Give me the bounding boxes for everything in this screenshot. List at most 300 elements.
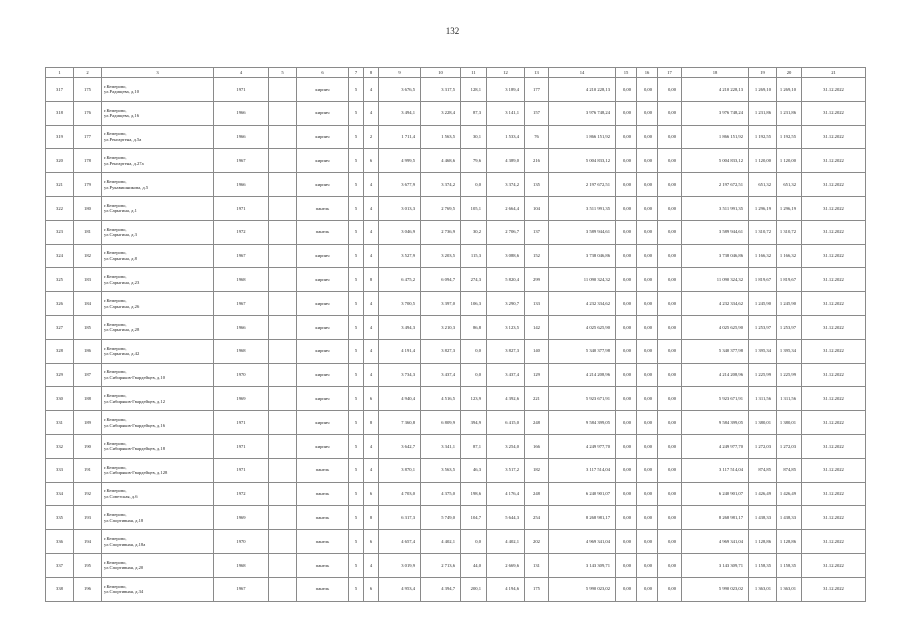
cell-cost-total: 5 340 377,98 bbox=[549, 339, 616, 363]
cell-address: г.Кемерово, ул.Сарыгина, д.28 bbox=[102, 315, 214, 339]
cell-house-number: 180 bbox=[74, 196, 102, 220]
cell-total-area: 4 999,5 bbox=[379, 149, 421, 173]
cell-residential-area: 1 563,5 bbox=[421, 125, 461, 149]
cell-unit-cost-max: 1 192,55 bbox=[777, 125, 802, 149]
cell-year-built: 1966 bbox=[214, 125, 269, 149]
cell-cost-other: 0,00 bbox=[658, 268, 682, 292]
cell-unit-cost-max: 1 426,49 bbox=[777, 482, 802, 506]
cell-floors: 5 bbox=[349, 387, 364, 411]
table-row bbox=[46, 78, 866, 102]
cell-cost-budget: 0,00 bbox=[637, 125, 658, 149]
cell-deadline: 31.12.2022 bbox=[802, 196, 866, 220]
cell-year-renovated bbox=[269, 292, 297, 316]
cell-deadline: 31.12.2022 bbox=[802, 78, 866, 102]
cell-total-area: 6 475,2 bbox=[379, 268, 421, 292]
cell-year-built: 1971 bbox=[214, 434, 269, 458]
cell-cost-budget: 0,00 bbox=[637, 577, 658, 601]
cell-unit-cost-max: 1 253,97 bbox=[777, 315, 802, 339]
cell-cost-budget: 0,00 bbox=[637, 339, 658, 363]
cell-address: г.Кемерово, ул.Сарыгина, д.8 bbox=[102, 244, 214, 268]
cell-year-built: 1969 bbox=[214, 506, 269, 530]
cell-floors: 5 bbox=[349, 553, 364, 577]
cell-cost-total: 6 240 901,07 bbox=[549, 482, 616, 506]
cell-entrances: 4 bbox=[364, 196, 379, 220]
cell-cost-owners: 5 990 023,02 bbox=[682, 577, 749, 601]
cell-cost-budget: 0,00 bbox=[637, 363, 658, 387]
cell-cost-fund: 0,00 bbox=[616, 244, 637, 268]
cell-cost-other: 0,00 bbox=[658, 553, 682, 577]
cell-cost-other: 0,00 bbox=[658, 244, 682, 268]
cell-area-municipal: 4 389,0 bbox=[487, 149, 525, 173]
cell-residential-area: 2 769,5 bbox=[421, 196, 461, 220]
cell-row-number: 318 bbox=[46, 101, 74, 125]
cell-row-number: 334 bbox=[46, 482, 74, 506]
cell-unit-cost-max: 1 158,35 bbox=[777, 553, 802, 577]
cell-row-number: 320 bbox=[46, 149, 74, 173]
cell-area-private: 104,7 bbox=[461, 506, 487, 530]
cell-unit-cost-max: 1 363,01 bbox=[777, 577, 802, 601]
cell-entrances: 8 bbox=[364, 411, 379, 435]
cell-unit-cost-max: 1 296,19 bbox=[777, 196, 802, 220]
cell-year-built: 1970 bbox=[214, 530, 269, 554]
cell-wall-material: панель bbox=[297, 482, 349, 506]
cell-area-municipal: 4 402,1 bbox=[487, 530, 525, 554]
cell-deadline: 31.12.2022 bbox=[802, 411, 866, 435]
cell-unit-cost-max: 1 380,01 bbox=[777, 411, 802, 435]
cell-house-number: 195 bbox=[74, 553, 102, 577]
table-row bbox=[46, 339, 866, 363]
cell-cost-budget: 0,00 bbox=[637, 196, 658, 220]
cell-area-municipal: 4 392,6 bbox=[487, 387, 525, 411]
table-row bbox=[46, 268, 866, 292]
cell-area-private: 0,0 bbox=[461, 530, 487, 554]
cell-address: г.Кемерово, ул.Радищева, д.10 bbox=[102, 78, 214, 102]
cell-cost-owners: 3 738 046,86 bbox=[682, 244, 749, 268]
table-row bbox=[46, 458, 866, 482]
cell-cost-owners: 3 511 991,35 bbox=[682, 196, 749, 220]
cell-row-number: 328 bbox=[46, 339, 74, 363]
cell-total-area: 4 940,4 bbox=[379, 387, 421, 411]
cell-area-municipal: 1 533,4 bbox=[487, 125, 525, 149]
cell-total-area: 1 711,4 bbox=[379, 125, 421, 149]
cell-entrances: 6 bbox=[364, 387, 379, 411]
cell-wall-material: кирпич bbox=[297, 387, 349, 411]
cell-floors: 5 bbox=[349, 577, 364, 601]
column-header: 4 bbox=[214, 68, 269, 78]
table-row bbox=[46, 149, 866, 173]
cell-residential-area: 3 203,5 bbox=[421, 244, 461, 268]
cell-residential-area: 2 736,9 bbox=[421, 220, 461, 244]
cell-address: г.Кемерово, ул.Спортивная, д.20 bbox=[102, 553, 214, 577]
cell-area-municipal: 3 254,0 bbox=[487, 434, 525, 458]
column-header: 14 bbox=[549, 68, 616, 78]
cell-address: г.Кемерово, ул.Советская, д.6 bbox=[102, 482, 214, 506]
cell-cost-total: 3 143 309,71 bbox=[549, 553, 616, 577]
cell-total-area: 3 046,9 bbox=[379, 220, 421, 244]
cell-year-renovated bbox=[269, 78, 297, 102]
cell-cost-total: 8 268 981,17 bbox=[549, 506, 616, 530]
cell-cost-budget: 0,00 bbox=[637, 173, 658, 197]
cell-deadline: 31.12.2022 bbox=[802, 553, 866, 577]
cell-cost-total: 3 976 748,24 bbox=[549, 101, 616, 125]
cell-year-renovated bbox=[269, 458, 297, 482]
cell-cost-other: 0,00 bbox=[658, 315, 682, 339]
cell-cost-budget: 0,00 bbox=[637, 411, 658, 435]
cell-year-built: 1971 bbox=[214, 78, 269, 102]
cell-residents: 157 bbox=[525, 101, 549, 125]
column-header: 12 bbox=[487, 68, 525, 78]
cell-floors: 5 bbox=[349, 78, 364, 102]
cell-unit-cost-actual: 1 426,49 bbox=[749, 482, 777, 506]
cell-year-built: 1967 bbox=[214, 292, 269, 316]
cell-year-renovated bbox=[269, 173, 297, 197]
cell-area-private: 0,0 bbox=[461, 339, 487, 363]
cell-unit-cost-actual: 1 192,55 bbox=[749, 125, 777, 149]
cell-house-number: 183 bbox=[74, 268, 102, 292]
cell-residential-area: 3 317,5 bbox=[421, 78, 461, 102]
cell-cost-owners: 11 090 324,32 bbox=[682, 268, 749, 292]
cell-cost-budget: 0,00 bbox=[637, 506, 658, 530]
table-row bbox=[46, 363, 866, 387]
cell-unit-cost-actual: 1 120,00 bbox=[749, 149, 777, 173]
cell-row-number: 324 bbox=[46, 244, 74, 268]
cell-year-built: 1968 bbox=[214, 339, 269, 363]
cell-entrances: 4 bbox=[364, 78, 379, 102]
column-header: 10 bbox=[421, 68, 461, 78]
cell-residents: 299 bbox=[525, 268, 549, 292]
cell-row-number: 332 bbox=[46, 434, 74, 458]
table-row bbox=[46, 315, 866, 339]
cell-wall-material: кирпич bbox=[297, 173, 349, 197]
cell-cost-other: 0,00 bbox=[658, 434, 682, 458]
cell-entrances: 6 bbox=[364, 530, 379, 554]
cell-area-private: 0,0 bbox=[461, 363, 487, 387]
cell-address: г.Кемерово, ул.Сарыгина, д.23 bbox=[102, 268, 214, 292]
cell-cost-other: 0,00 bbox=[658, 411, 682, 435]
cell-cost-other: 0,00 bbox=[658, 530, 682, 554]
cell-area-private: 198,6 bbox=[461, 482, 487, 506]
cell-cost-total: 3 511 991,35 bbox=[549, 196, 616, 220]
cell-floors: 5 bbox=[349, 244, 364, 268]
cell-row-number: 330 bbox=[46, 387, 74, 411]
cell-floors: 5 bbox=[349, 530, 364, 554]
cell-area-private: 274,3 bbox=[461, 268, 487, 292]
cell-unit-cost-actual: 1 272,03 bbox=[749, 434, 777, 458]
cell-deadline: 31.12.2022 bbox=[802, 577, 866, 601]
cell-house-number: 181 bbox=[74, 220, 102, 244]
cell-entrances: 6 bbox=[364, 577, 379, 601]
cell-deadline: 31.12.2022 bbox=[802, 434, 866, 458]
cell-entrances: 4 bbox=[364, 458, 379, 482]
cell-row-number: 321 bbox=[46, 173, 74, 197]
cell-unit-cost-actual: 1 380,01 bbox=[749, 411, 777, 435]
cell-cost-fund: 0,00 bbox=[616, 196, 637, 220]
cell-year-built: 1971 bbox=[214, 196, 269, 220]
cell-unit-cost-actual: 1 128,86 bbox=[749, 530, 777, 554]
cell-entrances: 8 bbox=[364, 506, 379, 530]
cell-cost-total: 4 249 977,70 bbox=[549, 434, 616, 458]
cell-residential-area: 4 375,0 bbox=[421, 482, 461, 506]
cell-unit-cost-actual: 1 310,72 bbox=[749, 220, 777, 244]
cell-residents: 166 bbox=[525, 434, 549, 458]
cell-cost-other: 0,00 bbox=[658, 149, 682, 173]
cell-floors: 5 bbox=[349, 482, 364, 506]
cell-residential-area: 3 437,4 bbox=[421, 363, 461, 387]
cell-total-area: 3 870,1 bbox=[379, 458, 421, 482]
cell-address: г.Кемерово, ул.Сарыгина, д.3 bbox=[102, 220, 214, 244]
cell-floors: 5 bbox=[349, 173, 364, 197]
cell-residential-area: 2 713,6 bbox=[421, 553, 461, 577]
cell-house-number: 196 bbox=[74, 577, 102, 601]
cell-total-area: 3 700,5 bbox=[379, 292, 421, 316]
cell-residents: 104 bbox=[525, 196, 549, 220]
cell-unit-cost-max: 1 231,86 bbox=[777, 101, 802, 125]
cell-floors: 5 bbox=[349, 315, 364, 339]
cell-area-private: 200,1 bbox=[461, 577, 487, 601]
cell-area-private: 115,3 bbox=[461, 244, 487, 268]
cell-cost-fund: 0,00 bbox=[616, 411, 637, 435]
cell-area-municipal: 3 123,5 bbox=[487, 315, 525, 339]
cell-wall-material: панель bbox=[297, 553, 349, 577]
cell-area-private: 30,2 bbox=[461, 220, 487, 244]
cell-address: г.Кемерово, ул.Сарыгина, д.1 bbox=[102, 196, 214, 220]
cell-cost-budget: 0,00 bbox=[637, 553, 658, 577]
cell-row-number: 335 bbox=[46, 506, 74, 530]
cell-wall-material: кирпич bbox=[297, 268, 349, 292]
cell-unit-cost-max: 1 269,10 bbox=[777, 78, 802, 102]
cell-residential-area: 4 516,5 bbox=[421, 387, 461, 411]
table-row bbox=[46, 244, 866, 268]
cell-house-number: 179 bbox=[74, 173, 102, 197]
cell-unit-cost-actual: 1 158,35 bbox=[749, 553, 777, 577]
cell-residents: 152 bbox=[525, 244, 549, 268]
cell-wall-material: панель bbox=[297, 530, 349, 554]
cell-unit-cost-max: 1 395,34 bbox=[777, 339, 802, 363]
cell-total-area: 3 494,3 bbox=[379, 315, 421, 339]
cell-area-municipal: 3 517,2 bbox=[487, 458, 525, 482]
cell-house-number: 186 bbox=[74, 339, 102, 363]
cell-year-built: 1966 bbox=[214, 315, 269, 339]
cell-cost-other: 0,00 bbox=[658, 506, 682, 530]
cell-deadline: 31.12.2022 bbox=[802, 506, 866, 530]
cell-cost-owners: 3 976 748,24 bbox=[682, 101, 749, 125]
cell-cost-fund: 0,00 bbox=[616, 173, 637, 197]
cell-address: г.Кемерово, ул.Спортивная, д.18а bbox=[102, 530, 214, 554]
cell-address: г.Кемерово, ул.Ренгартена, д.5а bbox=[102, 125, 214, 149]
cell-address: г.Кемерово, ул.Сарыгина, д.26 bbox=[102, 292, 214, 316]
cell-total-area: 3 527,9 bbox=[379, 244, 421, 268]
cell-unit-cost-actual: 1 253,97 bbox=[749, 315, 777, 339]
cell-area-municipal: 6 415,0 bbox=[487, 411, 525, 435]
cell-area-municipal: 3 827,3 bbox=[487, 339, 525, 363]
cell-entrances: 4 bbox=[364, 244, 379, 268]
cell-cost-total: 4 210 228,13 bbox=[549, 78, 616, 102]
cell-area-private: 87,1 bbox=[461, 434, 487, 458]
cell-residential-area: 3 228,4 bbox=[421, 101, 461, 125]
cell-unit-cost-actual: 1 395,34 bbox=[749, 339, 777, 363]
cell-cost-owners: 3 143 309,71 bbox=[682, 553, 749, 577]
cell-cost-budget: 0,00 bbox=[637, 482, 658, 506]
cell-row-number: 319 bbox=[46, 125, 74, 149]
cell-unit-cost-actual: 1 245,90 bbox=[749, 292, 777, 316]
cell-unit-cost-max: 1 128,86 bbox=[777, 530, 802, 554]
cell-deadline: 31.12.2022 bbox=[802, 268, 866, 292]
cell-cost-other: 0,00 bbox=[658, 482, 682, 506]
cell-cost-other: 0,00 bbox=[658, 458, 682, 482]
cell-cost-other: 0,00 bbox=[658, 577, 682, 601]
cell-cost-fund: 0,00 bbox=[616, 363, 637, 387]
cell-deadline: 31.12.2022 bbox=[802, 125, 866, 149]
cell-residential-area: 3 397,0 bbox=[421, 292, 461, 316]
cell-total-area: 3 676,5 bbox=[379, 78, 421, 102]
cell-cost-owners: 4 249 977,70 bbox=[682, 434, 749, 458]
cell-area-private: 46,3 bbox=[461, 458, 487, 482]
cell-wall-material: панель bbox=[297, 458, 349, 482]
table-row bbox=[46, 411, 866, 435]
cell-address: г.Кемерово, ул.Сибиряков-Гвардейцев, д.18 bbox=[102, 434, 214, 458]
column-header: 8 bbox=[364, 68, 379, 78]
cell-residents: 140 bbox=[525, 339, 549, 363]
cell-total-area: 7 360,8 bbox=[379, 411, 421, 435]
cell-residential-area: 4 468,6 bbox=[421, 149, 461, 173]
cell-entrances: 4 bbox=[364, 220, 379, 244]
cell-area-municipal: 3 290,7 bbox=[487, 292, 525, 316]
cell-residential-area: 3 374,2 bbox=[421, 173, 461, 197]
cell-deadline: 31.12.2022 bbox=[802, 173, 866, 197]
cell-year-renovated bbox=[269, 577, 297, 601]
cell-area-private: 79,6 bbox=[461, 149, 487, 173]
cell-wall-material: панель bbox=[297, 506, 349, 530]
cell-area-municipal: 3 141,1 bbox=[487, 101, 525, 125]
cell-house-number: 191 bbox=[74, 458, 102, 482]
cell-unit-cost-max: 874,85 bbox=[777, 458, 802, 482]
register-table bbox=[45, 67, 866, 602]
cell-residents: 135 bbox=[525, 173, 549, 197]
cell-unit-cost-actual: 651,32 bbox=[749, 173, 777, 197]
cell-year-built: 1966 bbox=[214, 101, 269, 125]
cell-row-number: 329 bbox=[46, 363, 74, 387]
cell-house-number: 188 bbox=[74, 387, 102, 411]
cell-deadline: 31.12.2022 bbox=[802, 315, 866, 339]
cell-area-private: 394,9 bbox=[461, 411, 487, 435]
cell-cost-fund: 0,00 bbox=[616, 220, 637, 244]
cell-unit-cost-max: 651,32 bbox=[777, 173, 802, 197]
table-row bbox=[46, 292, 866, 316]
cell-house-number: 189 bbox=[74, 411, 102, 435]
cell-floors: 5 bbox=[349, 149, 364, 173]
cell-cost-other: 0,00 bbox=[658, 363, 682, 387]
cell-cost-budget: 0,00 bbox=[637, 149, 658, 173]
cell-cost-total: 9 584 399,05 bbox=[549, 411, 616, 435]
cell-cost-other: 0,00 bbox=[658, 78, 682, 102]
cell-total-area: 3 013,3 bbox=[379, 196, 421, 220]
cell-cost-budget: 0,00 bbox=[637, 220, 658, 244]
cell-year-built: 1967 bbox=[214, 149, 269, 173]
cell-row-number: 317 bbox=[46, 78, 74, 102]
cell-year-renovated bbox=[269, 268, 297, 292]
cell-total-area: 3 677,9 bbox=[379, 173, 421, 197]
cell-row-number: 336 bbox=[46, 530, 74, 554]
cell-floors: 5 bbox=[349, 125, 364, 149]
cell-entrances: 4 bbox=[364, 101, 379, 125]
cell-total-area: 3 642,7 bbox=[379, 434, 421, 458]
table-body bbox=[46, 68, 866, 602]
cell-wall-material: кирпич bbox=[297, 315, 349, 339]
cell-cost-budget: 0,00 bbox=[637, 101, 658, 125]
cell-unit-cost-max: 1 166,32 bbox=[777, 244, 802, 268]
cell-cost-other: 0,00 bbox=[658, 125, 682, 149]
cell-area-municipal: 2 706,7 bbox=[487, 220, 525, 244]
cell-year-renovated bbox=[269, 363, 297, 387]
column-header: 7 bbox=[349, 68, 364, 78]
cell-unit-cost-actual: 1 438,33 bbox=[749, 506, 777, 530]
cell-cost-total: 4 025 625,90 bbox=[549, 315, 616, 339]
column-header: 11 bbox=[461, 68, 487, 78]
cell-entrances: 4 bbox=[364, 363, 379, 387]
cell-address: г.Кемерово, ул.Спортивная, д.34 bbox=[102, 577, 214, 601]
cell-cost-other: 0,00 bbox=[658, 220, 682, 244]
cell-residential-area: 3 210,3 bbox=[421, 315, 461, 339]
cell-cost-total: 2 197 672,51 bbox=[549, 173, 616, 197]
cell-floors: 5 bbox=[349, 506, 364, 530]
cell-unit-cost-actual: 1 231,86 bbox=[749, 101, 777, 125]
cell-unit-cost-actual: 1 311,56 bbox=[749, 387, 777, 411]
cell-cost-budget: 0,00 bbox=[637, 268, 658, 292]
cell-row-number: 327 bbox=[46, 315, 74, 339]
cell-cost-owners: 4 025 625,90 bbox=[682, 315, 749, 339]
cell-cost-total: 3 117 514,04 bbox=[549, 458, 616, 482]
cell-unit-cost-actual: 1 225,99 bbox=[749, 363, 777, 387]
table-row bbox=[46, 506, 866, 530]
cell-cost-owners: 4 232 334,62 bbox=[682, 292, 749, 316]
cell-year-renovated bbox=[269, 530, 297, 554]
cell-cost-fund: 0,00 bbox=[616, 292, 637, 316]
table-row bbox=[46, 530, 866, 554]
table-row bbox=[46, 553, 866, 577]
cell-cost-fund: 0,00 bbox=[616, 458, 637, 482]
cell-area-municipal: 5 820,4 bbox=[487, 268, 525, 292]
cell-unit-cost-actual: 1 819,67 bbox=[749, 268, 777, 292]
cell-year-built: 1966 bbox=[214, 173, 269, 197]
cell-residents: 248 bbox=[525, 482, 549, 506]
cell-house-number: 177 bbox=[74, 125, 102, 149]
cell-residential-area: 3 563,5 bbox=[421, 458, 461, 482]
cell-deadline: 31.12.2022 bbox=[802, 292, 866, 316]
cell-residents: 133 bbox=[525, 292, 549, 316]
cell-cost-budget: 0,00 bbox=[637, 315, 658, 339]
cell-wall-material: панель bbox=[297, 577, 349, 601]
cell-deadline: 31.12.2022 bbox=[802, 363, 866, 387]
cell-cost-owners: 1 866 151,92 bbox=[682, 125, 749, 149]
cell-year-renovated bbox=[269, 553, 297, 577]
cell-year-built: 1967 bbox=[214, 244, 269, 268]
cell-area-municipal: 3 189,4 bbox=[487, 78, 525, 102]
cell-cost-budget: 0,00 bbox=[637, 292, 658, 316]
column-header: 13 bbox=[525, 68, 549, 78]
cell-wall-material: кирпич bbox=[297, 101, 349, 125]
cell-entrances: 6 bbox=[364, 149, 379, 173]
cell-house-number: 176 bbox=[74, 101, 102, 125]
table-row bbox=[46, 220, 866, 244]
cell-cost-fund: 0,00 bbox=[616, 434, 637, 458]
cell-entrances: 4 bbox=[364, 553, 379, 577]
cell-address: г.Кемерово, ул.Рукавишникова, д.5 bbox=[102, 173, 214, 197]
cell-year-renovated bbox=[269, 315, 297, 339]
cell-residents: 175 bbox=[525, 577, 549, 601]
cell-total-area: 3 019,9 bbox=[379, 553, 421, 577]
cell-year-built: 1970 bbox=[214, 363, 269, 387]
cell-entrances: 2 bbox=[364, 125, 379, 149]
